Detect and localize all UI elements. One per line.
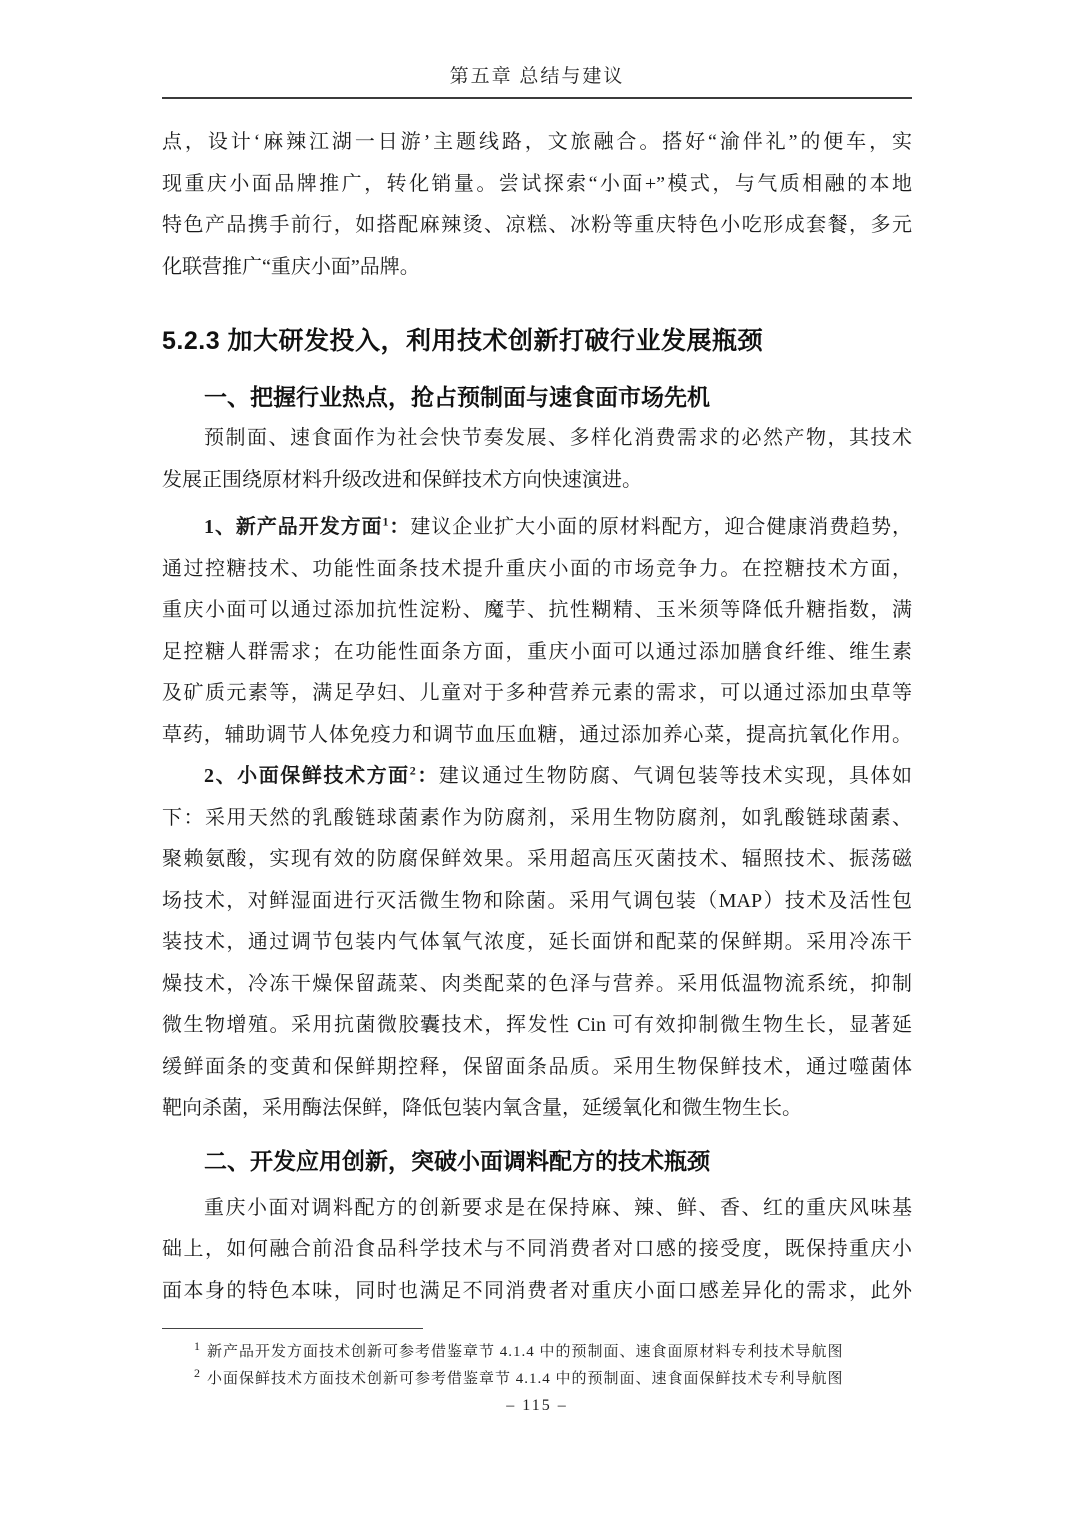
footnote-list bbox=[162, 1329, 912, 1393]
text-line bbox=[162, 507, 912, 549]
paragraph-seasoning bbox=[162, 1188, 912, 1313]
footnote-item bbox=[162, 1339, 912, 1366]
footnote-item bbox=[162, 1366, 912, 1393]
footnote-number: 1 bbox=[194, 1339, 201, 1353]
lead-label: 2、小面保鲜技术方面$^2$： bbox=[204, 763, 439, 787]
paragraph-preservation bbox=[162, 756, 912, 1130]
page-header bbox=[162, 64, 912, 99]
text-line: 足控糖人群需求；在功能性面条方面，重庆小面可以通过添加膳食纤维、维生素 bbox=[162, 640, 912, 663]
text-line: 微生物增殖。采用抗菌微胶囊技术，挥发性 Cin 可有效抑制微生物生长，显著延 bbox=[162, 1014, 912, 1036]
page-number: – 115 – bbox=[506, 1397, 568, 1414]
text-line: 及矿质元素等，满足孕妇、儿童对于多种营养元素的需求，可以通过添加虫草等 bbox=[162, 682, 912, 704]
text-line: 通过控糖技术、功能性面条技术提升重庆小面的市场竞争力。在控糖技术方面， bbox=[162, 557, 912, 580]
text-line: 重庆小面对调料配方的创新要求是在保持麻、辣、鲜、香、红的重庆风味基 bbox=[204, 1196, 912, 1219]
text-line: 预制面、速食面作为社会快节奏发展、多样化消费需求的必然产物，其技术 bbox=[204, 427, 912, 449]
text-line: 特色产品携手前行，如搭配麻辣烫、凉糕、冰粉等重庆特色小吃形成套餐，多元 bbox=[162, 214, 912, 236]
lead-label: 1、新产品开发方面$^1$： bbox=[204, 514, 411, 538]
text-line: 装技术，通过调节包装内气体氧气浓度，延长面饼和配菜的保鲜期。采用冷冻干 bbox=[162, 931, 912, 953]
paragraph-market bbox=[162, 418, 912, 501]
text-line: 面本身的特色本味，同时也满足不同消费者对重庆小面口感差异化的需求，此外 bbox=[162, 1279, 912, 1302]
footnote-text: 新产品开发方面技术创新可参考借鉴章节 4.1.4 中的预制面、速食面原材料专利技术导航图 bbox=[207, 1344, 844, 1360]
subsection-heading-one: 一、把握行业热点，抢占预制面与速食面市场先机 bbox=[204, 384, 710, 410]
footnote-text: 小面保鲜技术方面技术创新可参考借鉴章节 4.1.4 中的预制面、速食面保鲜技术专利导航图 bbox=[207, 1371, 844, 1387]
subsection-heading-two: 二、开发应用创新，突破小面调料配方的技术瓶颈 bbox=[204, 1147, 710, 1174]
text-line: 点，设计‘麻辣江湖一日游’主题线路，文旅融合。搭好“渝伴礼”的便车，实 bbox=[162, 131, 912, 153]
text-line: 燥技术，冷冻干燥保留蔬菜、肉类配菜的色泽与营养。采用低温物流系统，抑制 bbox=[162, 972, 912, 995]
header-rule bbox=[162, 97, 912, 99]
footnote-ref-2: 2 bbox=[409, 763, 416, 778]
footnotes-section bbox=[162, 1328, 912, 1393]
text-line: 下：采用天然的乳酸链球菌素作为防腐剂，采用生物防腐剂，如乳酸链球菌素、 bbox=[162, 806, 912, 829]
text-line: 靶向杀菌，采用酶法保鲜，降低包装内氧含量，延缓氧化和微生物生长。 bbox=[162, 1097, 802, 1119]
page-body bbox=[162, 122, 912, 1415]
chapter-title: 第五章 总结与建议 bbox=[449, 66, 625, 87]
footnote-ref-1: 1 bbox=[382, 514, 389, 529]
footnote-number: 2 bbox=[194, 1366, 201, 1380]
section-heading-523: 5.2.3 加大研发投入，利用技术创新打破行业发展瓶颈 bbox=[162, 327, 764, 355]
text-line: 草药，辅助调节人体免疫力和调节血压血糖，通过添加养心菜，提高抗氧化作用。 bbox=[162, 723, 912, 746]
text-line bbox=[162, 756, 912, 798]
text-line: 化联营推广“重庆小面”品牌。 bbox=[162, 255, 420, 278]
text-line: 现重庆小面品牌推广，转化销量。尝试探索“小面+”模式，与气质相融的本地 bbox=[162, 172, 912, 195]
text-line: 础上，如何融合前沿食品科学技术与不同消费者对口感的接受度，既保持重庆小 bbox=[162, 1238, 912, 1260]
text-line: 重庆小面可以通过添加抗性淀粉、魔芋、抗性糊精、玉米须等降低升糖指数，满 bbox=[162, 599, 912, 621]
paragraph-intro bbox=[162, 122, 912, 288]
lead-rest: 建议企业扩大小面的原材料配方，迎合健康消费趋势， bbox=[410, 516, 913, 538]
text-line: 聚赖氨酸，实现有效的防腐保鲜效果。采用超高压灭菌技术、辐照技术、振荡磁 bbox=[162, 848, 912, 870]
text-line: 发展正围绕原材料升级改进和保鲜技术方向快速演进。 bbox=[162, 468, 642, 491]
paragraph-product-development bbox=[162, 507, 912, 756]
text-line: 场技术，对鲜湿面进行灭活微生物和除菌。采用气调包装（MAP）技术及活性包 bbox=[162, 889, 912, 912]
lead-rest: 建议通过生物防腐、气调包装等技术实现，具体如 bbox=[438, 765, 913, 787]
text-line: 缓鲜面条的变黄和保鲜期控释，保留面条品质。采用生物保鲜技术，通过噬菌体 bbox=[162, 1055, 912, 1078]
